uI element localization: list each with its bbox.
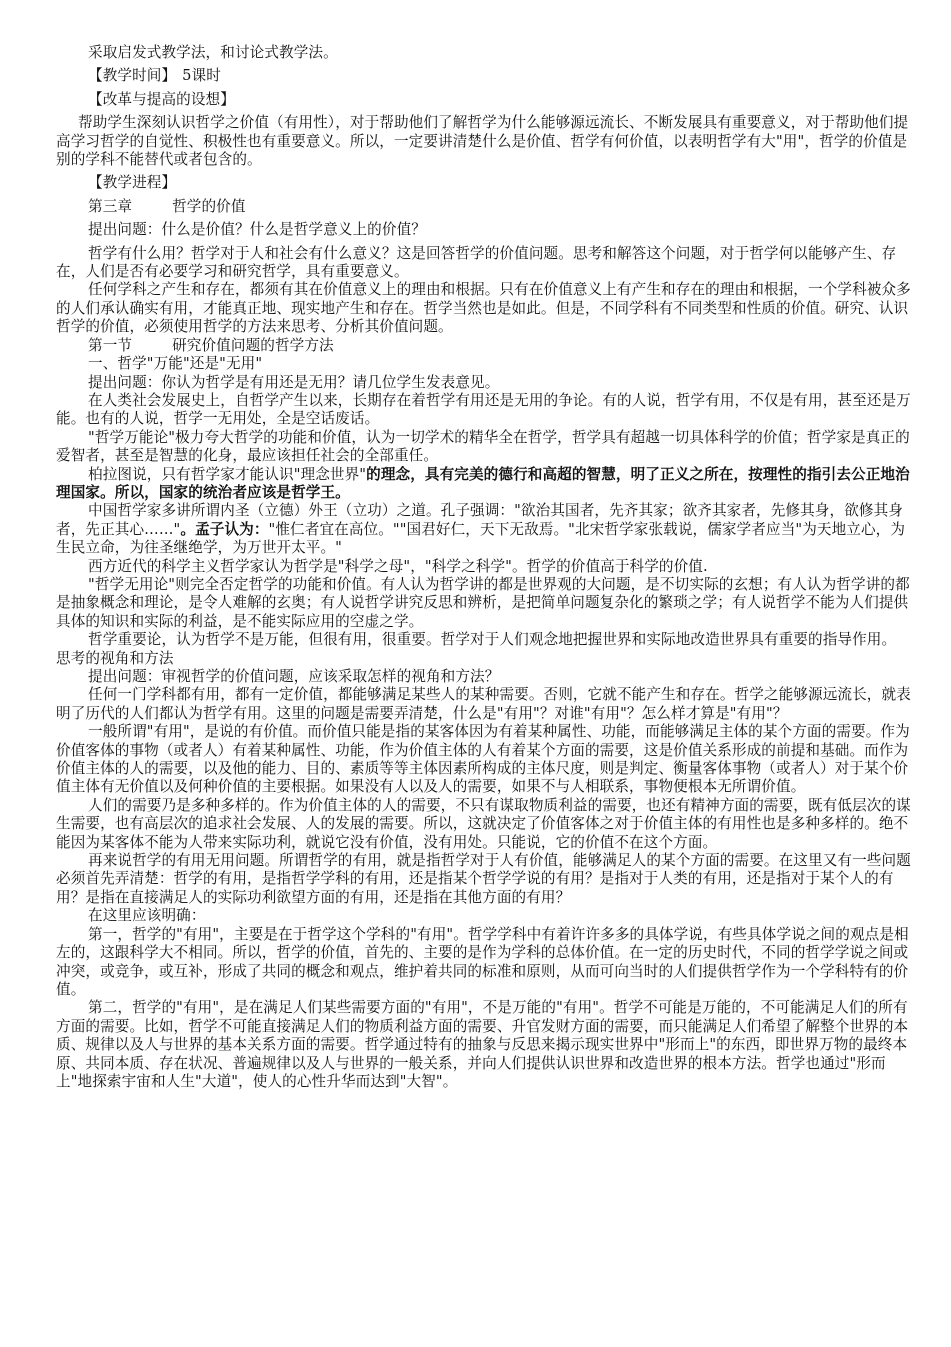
- paragraph-clarify: 在这里应该明确：: [88, 907, 206, 925]
- paragraph-discipline-existence: 任何学科之产生和存在，都须有其在价值意义上的理由和根据。只有在价值意义上有产生和存在的理由和根据，一个学科被众多的人们承认确实有用，才能真正地、现实地产生和存在。哲学当然也是如此。但是，不同学科有不同类型和性质的价值。研究、认识哲学的价值，必须使用哲学的方法来思考、分析其价值问题。: [56, 281, 911, 336]
- question-perspective: 提出问题：审视哲学的价值问题，应该采取怎样的视角和方法？: [88, 668, 500, 685]
- paragraph-first-point: 第一，哲学的"有用"，主要是在于哲学这个学科的"有用"。哲学学科中有着许许多多的具体学说，有些具体学说之间的观点是相左的，这跟科学大不相同。所以，哲学的价值，首先的、主要的是作为学科的总体价值。在一定的历史时代，不同的哲学学说之间或冲突，或竞争，或互补，形成了共同的概念和观点，维护着共同的标准和原则，从而可向当时的人们提供哲学作为一个学科特有的价值。: [56, 925, 909, 998]
- paragraph-chinese-philosophers: [56, 502, 916, 557]
- subheading-perspective: 思考的视角和方法: [56, 649, 174, 667]
- chapter-number: 第三章: [88, 197, 133, 215]
- confucius-text: 中国哲学家多讲所谓内圣（立德）外王（立功）之道。孔子强调："欲治其国者，先齐其家；欲齐其家者，先修其身，欲修其身者，先正其心……": [56, 502, 903, 538]
- paragraph-second-point: 第二，哲学的"有用"，是在满足人们某些需要方面的"有用"，不是万能的"有用"。哲学不可能是万能的，不可能满足人们的所有方面的需要。比如，哲学不可能直接满足人们的物质利益方面的需要、升官发财方面的需要，而只能满足人们希望了解整个世界的本质、规律以及人与世界的基本关系方面的需要。哲学通过特有的抽象与反思来揭示现实世界中"形而上"的东西，即世界万物的最终本原、共同本质、存在状况、普遍规律以及人与世界的一般关系，并向人们提供认识世界和改造世界的根本方法。哲学也通过"形而上"地探索宇宙和人生"大道"，使人的心性升华而达到"大智"。: [56, 999, 909, 1090]
- paragraph-omnipotence-theory: "哲学万能论"极力夸大哲学的功能和价值，认为一切学术的精华全在哲学，哲学具有超越一切具体科学的价值；哲学家是真正的爱智者，甚至是智慧的化身，最应该担任社会的全部重任。: [56, 428, 910, 465]
- chapter-heading: [56, 198, 916, 216]
- teaching-time-line: [56, 67, 916, 85]
- plato-text: 柏拉图说，只有哲学家才能认识"理念世界": [88, 465, 367, 483]
- section-heading: [56, 337, 916, 355]
- chapter-title: 哲学的价值: [172, 197, 246, 215]
- heading-progress: 【教学进程】: [88, 174, 177, 192]
- paragraph-history-debate: 在人类社会发展史上，自哲学产生以来，长期存在着哲学有用还是无用的争论。有的人说，哲学有用，不仅是有用，甚至还是万能。也有的人说，哲学一无用处，全是空话废话。: [56, 391, 911, 428]
- paragraph-importance-theory: 哲学重要论，认为哲学不是万能，但很有用，很重要。哲学对于人们观念地把握世界和实际地改造世界具有重要的指导作用。: [88, 631, 897, 649]
- paragraph-diverse-needs: 人们的需要乃是多种多样的。作为价值主体的人的需要，不只有谋取物质利益的需要，也还有精神方面的需要，既有低层次的谋生需要，也有高层次的追求社会发展、人的发展的需要。所以，这就决定了价值客体之对于价值主体的有用性也是多种多样的。绝不能因为某客体不能为人带来实际功利，就说它没有价值，没有用处。只能说，它的价值不在这个方面。: [56, 796, 911, 851]
- mencius-text: "惟仁者宜在高位。""国君好仁，天下无敌焉。"北宋哲学家张载说，儒家学者应当"为天地立心，为生民立命，为往圣继绝学，为万世开太平。": [56, 520, 906, 557]
- paragraph-usefulness-definition: 一般所谓"有用"，是说的有价值。而价值只能是指的某客体因为有着某种属性、功能，而能够满足主体的某个方面的需要。作为价值客体的事物（或者人）有着某种属性、功能，作为价值主体的人有着某个方面的需要，这是价值关系形成的前提和基础。而作为价值主体的人的需要，以及他的能力、目的、素质等等主体因素所构成的主体尺度，则是判定、衡量客体事物（或者人）对于某个价值主体有无价值以及何种价值的主要根据。如果没有人以及人的需要，如果不与人相联系，事物便根本无所谓价值。: [56, 723, 910, 796]
- paragraph-teaching-method: 采取启发式教学法，和讨论式教学法。: [88, 44, 338, 61]
- paragraph-every-discipline: 任何一门学科都有用，都有一定价值，都能够满足某些人的某种需要。否则，它就不能产生和存在。哲学之能够源远流长，就表明了历代的人们都认为哲学有用。这里的问题是需要弄清楚，什么是"有用"？对谁"有用"？怎么样才算是"有用"？: [56, 686, 911, 722]
- plato-text-bold: 的理念，具有完美的德行和高超的智慧，明了正义之所在，按理性的指引去公正地治理国家。所以，国家的统治者应该是哲学王。: [56, 465, 910, 501]
- section-number: 第一节: [88, 336, 133, 354]
- paragraph-useless-theory: "哲学无用论"则完全否定哲学的功能和价值。有人认为哲学讲的都是世界观的大问题，是不切实际的玄想；有人认为哲学讲的都是抽象概念和理论，是令人难解的玄奥；有人说哲学讲究反思和辨析，是把简单问题复杂化的繁琐之学；有人说哲学不能为人们提供具体的知识和实际的利益，是不能实际应用的空虚之学。: [56, 575, 910, 630]
- paragraph-philosophy-use: 哲学有什么用？哲学对于人和社会有什么意义？这是回答哲学的价值问题。思考和解答这个问题，对于哲学何以能够产生、存在，人们是否有必要学习和研究哲学，具有重要意义。: [56, 244, 897, 281]
- paragraph-reform: 帮助学生深刻认识哲学之价值（有用性），对于帮助他们了解哲学为什么能够源远流长、不断发展具有重要意义，对于帮助他们提高学习哲学的自觉性、积极性也有重要意义。所以，一定要讲清楚什么是价值、哲学有何价值，以表明哲学有大"用"，哲学的价值是别的学科不能替代或者包含的。: [56, 114, 909, 169]
- subheading-omnipotent-useless: 一、哲学"万能"还是"无用": [88, 355, 263, 373]
- paragraph-scientism: 西方近代的科学主义哲学家认为哲学是"科学之母"，"科学之科学"。哲学的价值高于科学的价值.: [88, 557, 708, 575]
- paragraph-philosophy-usefulness: 再来说哲学的有用无用问题。所谓哲学的有用，就是指哲学对于人有价值，能够满足人的某个方面的需要。在这里又有一些问题必须首先弄清楚：哲学的有用，是指哲学学科的有用，还是指某个哲学学说的有用？是指对于人类的有用，还是指对于某个人的有用？是指在直接满足人的实际功利欲望方面的有用，还是指在其他方面的有用？: [56, 852, 911, 906]
- teaching-time-label: 【教学时间】: [88, 67, 177, 85]
- document-page: [56, 44, 916, 1091]
- mencius-intro: 。孟子认为：: [180, 520, 269, 538]
- paragraph-plato: [56, 466, 916, 503]
- question-value: 提出问题：什么是价值？什么是哲学意义上的价值？: [88, 221, 426, 239]
- heading-reform: 【改革与提高的设想】: [88, 90, 235, 108]
- teaching-time-value: 5课时: [182, 67, 221, 85]
- section-title: 研究价值问题的哲学方法: [172, 336, 334, 354]
- question-useful: 提出问题：你认为哲学是有用还是无用？请几位学生发表意见。: [88, 373, 500, 391]
